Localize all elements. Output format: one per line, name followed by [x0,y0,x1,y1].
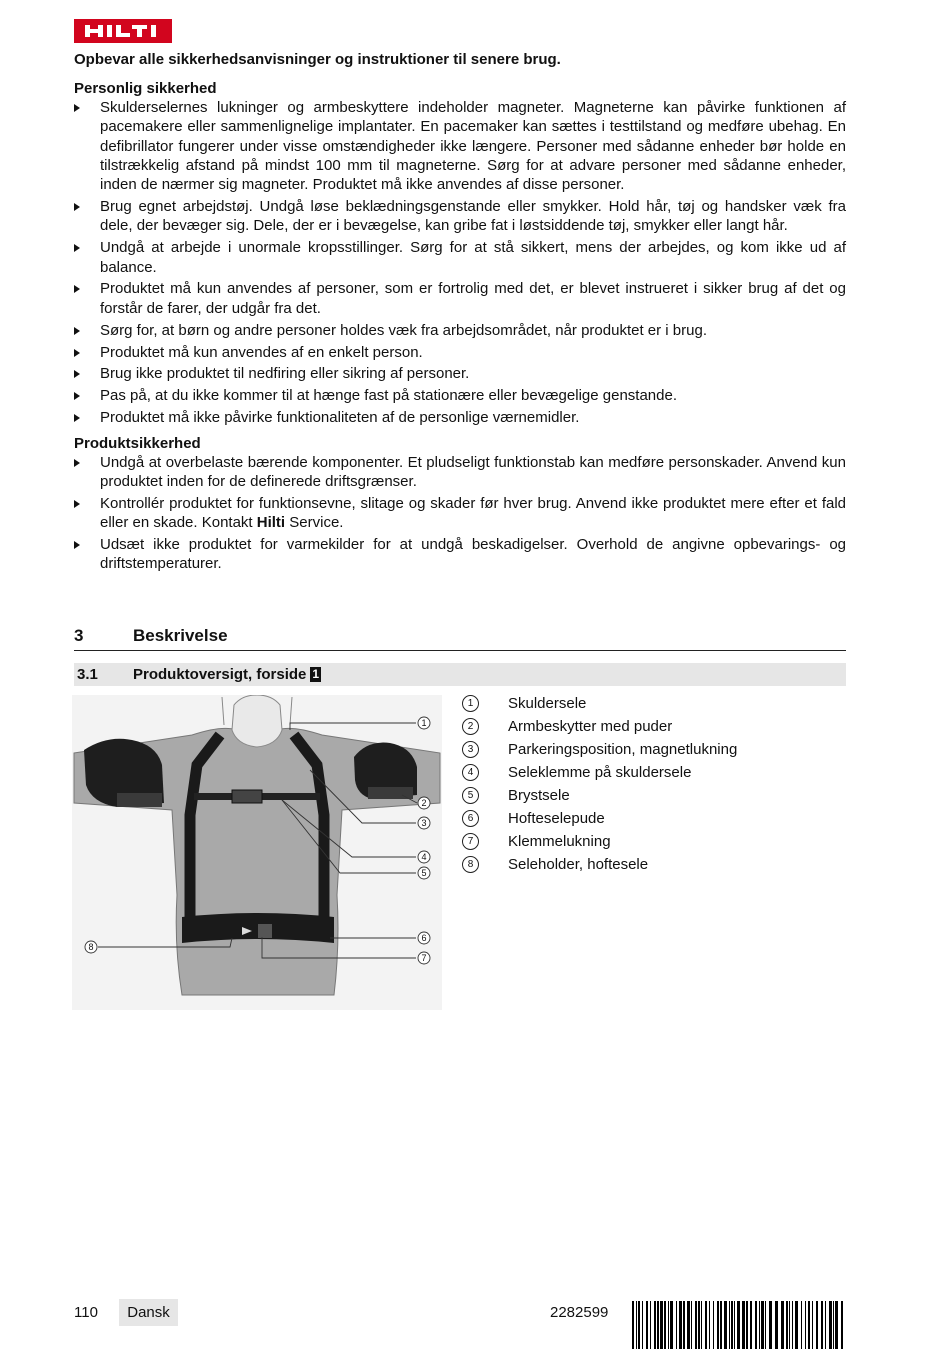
legend-item [462,786,846,809]
svg-text:7: 7 [421,953,427,963]
legend-label: Armbeskytter med puder [508,718,673,735]
bullet-arrow-icon [74,370,80,378]
subsection-title: Produktoversigt, forside 1 [133,666,320,683]
number-badge: 3 [462,741,479,758]
svg-text:3: 3 [421,818,427,828]
bullet-arrow-icon [74,244,80,252]
legend-item [462,809,846,832]
bullet-arrow-icon [74,349,80,357]
svg-text:2: 2 [421,798,427,808]
number-badge: 8 [462,856,479,873]
bullet-arrow-icon [74,392,80,400]
list-item: Produktet må ikke påvirke funktionaliteten af de personlige værnemidler. [74,408,846,427]
harness-illustration [72,695,442,1010]
subsection-heading [74,663,846,686]
document-code: 2282599 [550,1304,609,1321]
legend-item [462,763,846,786]
list-item: Kontrollér produktet for funktionsevne, slitage og skader før hver brug. Anvend ikke produktet mere efter et fald eller en skade. Kontakt Hilti Service. [74,494,846,533]
bullet-arrow-icon [74,541,80,549]
legend-label: Hofteselepude [508,810,605,827]
barcode [632,1301,846,1349]
section-title: Beskrivelse [133,626,228,645]
list-item: Sørg for, at børn og andre personer holdes væk fra arbejdsområdet, når produktet er i brug. [74,321,846,340]
personal-safety-heading: Personlig sikkerhed [74,80,217,97]
legend-label: Seleholder, hoftesele [508,856,649,873]
legend-item [462,740,846,763]
legend-label: Seleklemme på skuldersele [508,764,692,781]
list-item: Undgå at arbejde i unormale kropsstillinger. Sørg for at stå sikkert, mens der arbejdes, og kom ikke ud af balance. [74,238,846,277]
legend-label: Brystsele [508,787,570,804]
list-item: Brug egnet arbejdstøj. Undgå løse beklædningsgenstande eller smykker. Hold hår, tøj og handsker væk fra dele, der bevæger sig. Dele, der er i bevægelse, kan gribe fat i løstsiddende tøj, smykker eller langt hår. [74,197,846,236]
list-item: Skulderselernes lukninger og armbeskyttere indeholder magneter. Magneterne kan påvirke funktionen af pacemakere eller sammenlignelige implantater. En pacemaker kan sættes i testtilstand og medføre ubehag. En defibrillator fungerer under visse omstændigheder ikke længere. Personer med sådanne enheder bør holde en tilstrækkelig afstand på mindst 100 mm til magneterne. Sørg for at advare personer med sådanne enheder, inden de nærmer sig magneter. Produktet må ikke anvendes af disse personer. [74,98,846,194]
list-item: Udsæt ikke produktet for varmekilder for at undgå beskadigelser. Overhold de angivne opbevarings- og driftstemperaturer. [74,535,846,574]
number-badge: 7 [462,833,479,850]
legend-item [462,855,846,878]
safety-content [74,50,846,579]
list-item: Produktet må kun anvendes af en enkelt person. [74,343,846,362]
legend-label: Skuldersele [508,695,587,712]
number-badge: 4 [462,764,479,781]
legend-label: Klemmelukning [508,833,611,850]
number-badge: 1 [462,695,479,712]
list-item: Brug ikke produktet til nedfiring eller sikring af personer. [74,364,846,383]
legend-item [462,694,846,717]
section-number: 3 [74,626,84,645]
list-item: Pas på, at du ikke kommer til at hænge fast på stationære eller bevægelige genstande. [74,386,846,405]
svg-text:6: 6 [421,933,427,943]
bullet-arrow-icon [74,203,80,211]
product-safety-heading: Produktsikkerhed [74,434,201,452]
hilti-logo [74,19,172,43]
personal-safety-list [74,98,846,428]
figure-reference-badge: 1 [312,667,320,681]
svg-text:5: 5 [421,868,427,878]
brand-name: Hilti [256,513,286,531]
bullet-arrow-icon [74,327,80,335]
subsection-number: 3.1 [77,666,98,683]
number-badge: 6 [462,810,479,827]
list-item: Produktet må kun anvendes af personer, som er fortrolig med det, er blevet instrueret i sikker brug af det og forstår de farer, der udgår fra det. [74,279,846,318]
list-item: Undgå at overbelaste bærende komponenter. Et pludseligt funktionstab kan medføre personskader. Anvend kun produktet inden for de definerede driftsgrænser. [74,453,846,492]
page-number: 110 [74,1304,98,1321]
legend-item [462,717,846,740]
product-safety-list [74,453,846,574]
bullet-arrow-icon [74,414,80,422]
bullet-arrow-icon [74,500,80,508]
bullet-arrow-icon [74,285,80,293]
bullet-arrow-icon [74,104,80,112]
number-badge: 2 [462,718,479,735]
bullet-arrow-icon [74,459,80,467]
svg-text:8: 8 [88,942,94,952]
intro-text: Opbevar alle sikkerhedsanvisninger og instruktioner til senere brug. [74,51,561,68]
svg-text:4: 4 [421,852,427,862]
svg-text:1: 1 [421,718,427,728]
legend-item [462,832,846,855]
language-label: Dansk [119,1299,178,1326]
component-legend [462,694,846,878]
legend-label: Parkeringsposition, magnetlukning [508,741,738,758]
number-badge: 5 [462,787,479,804]
section-heading [74,624,846,651]
